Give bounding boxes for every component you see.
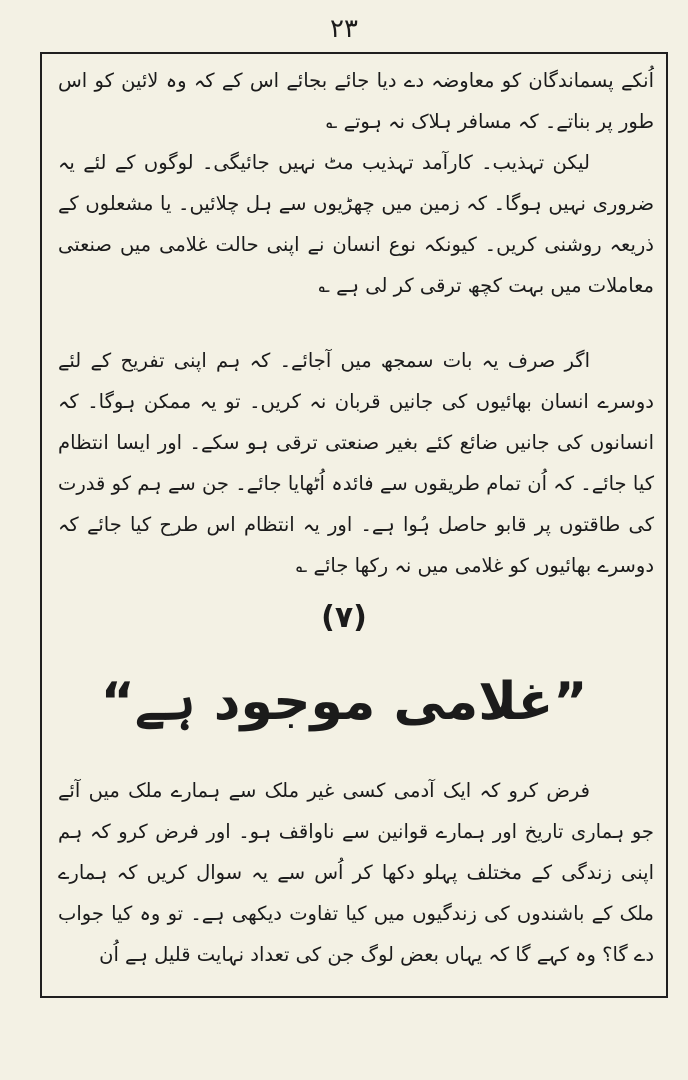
paragraph-civilization: لیکن تہذیب۔ کارآمد تہذیب مٹ نہیں جائیگی۔ لوگوں کے لئے یہ ضروری نہیں ہوگا۔ کہ زمین میں چھڑیوں سے ہل چلائیں۔ یا مشعلوں کے ذریعہ روشنی کریں۔ کیونکہ نوع انسان نے اپنی حالت غلامی میں صنعتی معاملات میں بہت کچھ ترقی کر لی ہے ؎ xyxy=(58,151,654,297)
section-heading: ”غلامی موجود ہے“ xyxy=(100,672,588,732)
section-number: (۷) xyxy=(321,600,367,635)
paragraph-compensation: اُنکے پسماندگان کو معاوضہ دے دیا جائے بجائے اس کے کہ وہ لائین کو اس طور پر بناتے۔ کہ مسافر ہلاک نہ ہوتے ؎ xyxy=(58,69,654,133)
page-number: ۲۳ xyxy=(330,14,358,44)
middle-text-block xyxy=(58,340,654,586)
paragraph-foreigner: فرض کرو کہ ایک آدمی کسی غیر ملک سے ہمارے ملک میں آئے جو ہماری تاریخ اور ہمارے قوانین سے ناواقف ہو۔ اور فرض کرو کہ ہم اپنی زندگی کے مختلف پہلو دکھا کر اُس سے یہ سوال کریں کہ ہمارے ملک کے باشندوں کی زندگیوں میں کیا تفاوت دیکھی ہے۔ تو وہ کیا جواب دے گا؟ وہ کہے گا کہ یہاں بعض لوگ جن کی تعداد نہایت قلیل ہے اُن xyxy=(58,779,654,966)
top-text-block xyxy=(58,60,654,306)
paragraph-understanding: اگر صرف یہ بات سمجھ میں آجائے۔ کہ ہم اپنی تفریح کے لئے دوسرے انسان بھائیوں کی جانیں قربان نہ کریں۔ تو یہ ممکن ہوگا۔ کہ انسانوں کی جانیں ضائع کئے بغیر صنعتی ترقی ہو سکے۔ اور ایسا انتظام کیا جائے۔ کہ اُن تمام طریقوں سے فائدہ اُٹھایا جائے۔ جن سے ہم کو قدرت کی طاقتوں پر قابو حاصل ہُوا ہے۔ اور یہ انتظام اس طرح کیا جائے کہ دوسرے بھائیوں کو غلامی میں نہ رکھا جائے ؎ xyxy=(58,349,654,577)
bottom-text-block xyxy=(58,770,654,975)
